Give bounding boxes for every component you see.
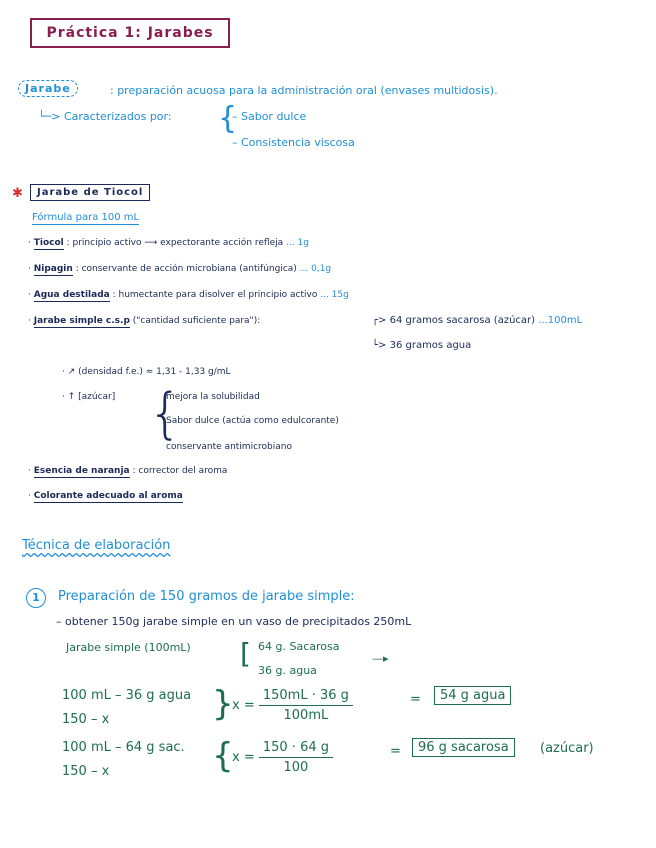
brace-icon: { <box>148 382 183 445</box>
arrow-icon: ┌> <box>372 315 390 326</box>
calc1-line2: 150 – x <box>62 712 110 727</box>
trait-item: – Consistencia viscosa <box>232 136 355 149</box>
bracket-icon: [ <box>240 637 251 670</box>
azucar-effect: Sabor dulce (actúa como edulcorante) <box>166 416 339 426</box>
calc1-formula: x = $\frac{150mL \cdot 36 g}{100mL}$ <box>232 688 353 723</box>
list-item: · Tiocol : principio activo ⟶ expectorante acción refleja ... 1g <box>28 238 309 248</box>
star-icon: ✱ <box>12 186 23 201</box>
simple-water: └> 36 gramos agua <box>372 340 472 351</box>
arrow-icon: —▸ <box>372 652 389 665</box>
density-note: · ↗ (densidad f.e.) ≈ 1,31 - 1,33 g/mL <box>62 367 231 377</box>
calc2-suffix: (azúcar) <box>540 741 594 756</box>
brace-icon: } <box>212 684 234 724</box>
tiocol-heading: Jarabe de Tiocol <box>30 184 150 201</box>
jarabe-term: Jarabe <box>18 80 78 97</box>
arrow-icon: └> <box>372 340 390 351</box>
brace-icon: { <box>212 736 234 776</box>
azucar-effect: conservante antimicrobiano <box>166 442 292 452</box>
trait-item: – Sabor dulce <box>232 110 307 123</box>
calc1-result: 54 g agua <box>434 686 511 705</box>
azucar-label: · ↑ [azúcar] <box>62 392 116 402</box>
tecnica-heading: Técnica de elaboración <box>22 538 171 553</box>
step-title: Preparación de 150 gramos de jarabe simple: <box>58 589 355 604</box>
calc2-line1: 100 mL – 64 g sac. <box>62 740 185 755</box>
step-number-badge: 1 <box>26 588 46 608</box>
simple-part: 36 g. agua <box>258 664 317 677</box>
equals-sign: = <box>410 692 421 707</box>
jarabe-definition: : preparación acuosa para la administración oral (envases multidosis). <box>110 84 498 97</box>
list-item: · Esencia de naranja : corrector del aroma <box>28 466 228 476</box>
page-title: Práctica 1: Jarabes <box>30 18 230 48</box>
brace-icon: { <box>218 101 238 136</box>
azucar-effect: mejora la solubilidad <box>166 392 260 402</box>
simple-label: Jarabe simple (100mL) <box>66 641 191 654</box>
calc2-result: 96 g sacarosa <box>412 738 515 757</box>
list-item: · Nipagin : conservante de acción microbiana (antifúngica) ... 0,1g <box>28 264 332 274</box>
arrow-icon: └─> <box>38 110 64 123</box>
characterized-label: └─> Caracterizados por: <box>38 110 172 123</box>
step-subtitle: – obtener 150g jarabe simple en un vaso de precipitados 250mL <box>56 615 412 628</box>
simple-part: 64 g. Sacarosa <box>258 640 340 653</box>
calc1-line1: 100 mL – 36 g agua <box>62 688 192 703</box>
equals-sign: = <box>390 744 401 759</box>
simple-sugar: ┌> 64 gramos sacarosa (azúcar) ...100mL <box>372 315 583 326</box>
formula-label: Fórmula para 100 mL <box>32 212 140 223</box>
list-item: · Agua destilada : humectante para disolver el principio activo ... 15g <box>28 290 349 300</box>
list-item: · Jarabe simple c.s.p ("cantidad suficiente para"): <box>28 316 261 326</box>
list-item: · Colorante adecuado al aroma <box>28 491 183 501</box>
calc2-formula: x = $\frac{150 \cdot 64 g}{100}$ <box>232 740 333 775</box>
calc2-line2: 150 – x <box>62 764 110 779</box>
